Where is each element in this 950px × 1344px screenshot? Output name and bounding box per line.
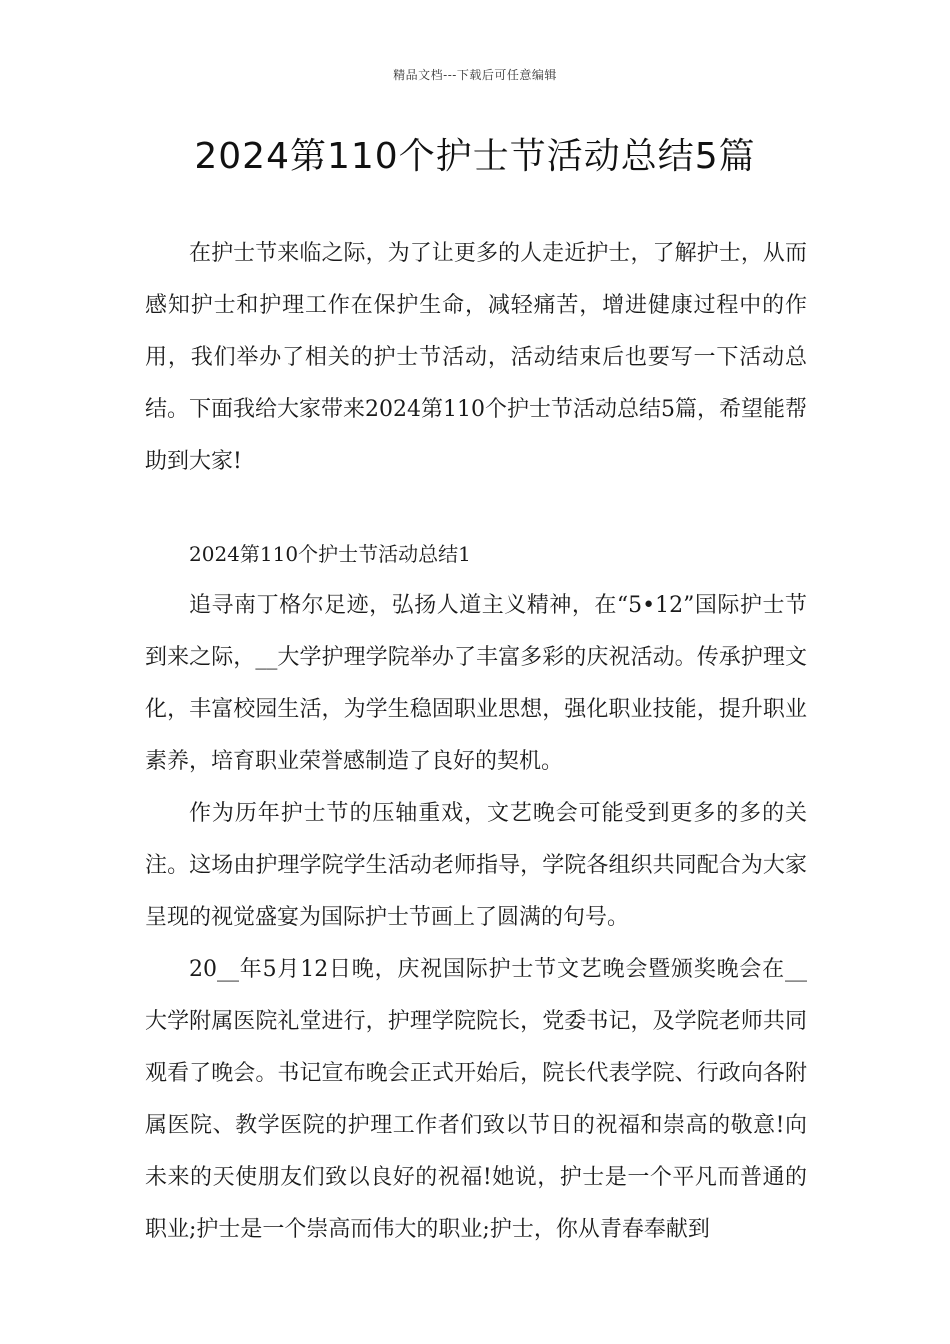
intro-paragraph: 在护士节来临之际，为了让更多的人走近护士，了解护士，从而感知护士和护理工作在保护生命，减轻痛苦，增进健康过程中的作用，我们举办了相关的护士节活动，活动结束后也要写一下活动总结。下面我给大家带来2024第110个护士节活动总结5篇，希望能帮助到大家! [145,241,807,474]
header-note: 精品文档---下载后可任意编辑 [393,68,557,82]
section-heading: 2024第110个护士节活动总结1 [189,542,471,566]
intro-block [145,228,807,488]
document-title: 2024第110个护士节活动总结5篇 [194,136,756,177]
section-paragraph-1: 追寻南丁格尔足迹，弘扬人道主义精神，在“5•12”国际护士节到来之际，__大学护理学院举办了丰富多彩的庆祝活动。传承护理文化，丰富校园生活，为学生稳固职业思想，强化职业技能，提升职业素养，培育职业荣誉感制造了良好的契机。 [145,593,807,774]
section-paragraph-2: 作为历年护士节的压轴重戏，文艺晚会可能受到更多的多的关注。这场由护理学院学生活动老师指导，学院各组织共同配合为大家呈现的视觉盛宴为国际护士节画上了圆满的句号。 [145,801,807,930]
section-1 [145,528,807,1256]
section-paragraph-3: 20__年5月12日晚，庆祝国际护士节文艺晚会暨颁奖晚会在__大学附属医院礼堂进行，护理学院院长，党委书记，及学院老师共同观看了晚会。书记宣布晚会正式开始后，院长代表学院、行政向各附属医院、教学医院的护理工作者们致以节日的祝福和崇高的敬意!向未来的天使朋友们致以良好的祝福!她说，护士是一个平凡而普通的职业;护士是一个崇高而伟大的职业;护士，你从青春奉献到 [145,957,807,1242]
